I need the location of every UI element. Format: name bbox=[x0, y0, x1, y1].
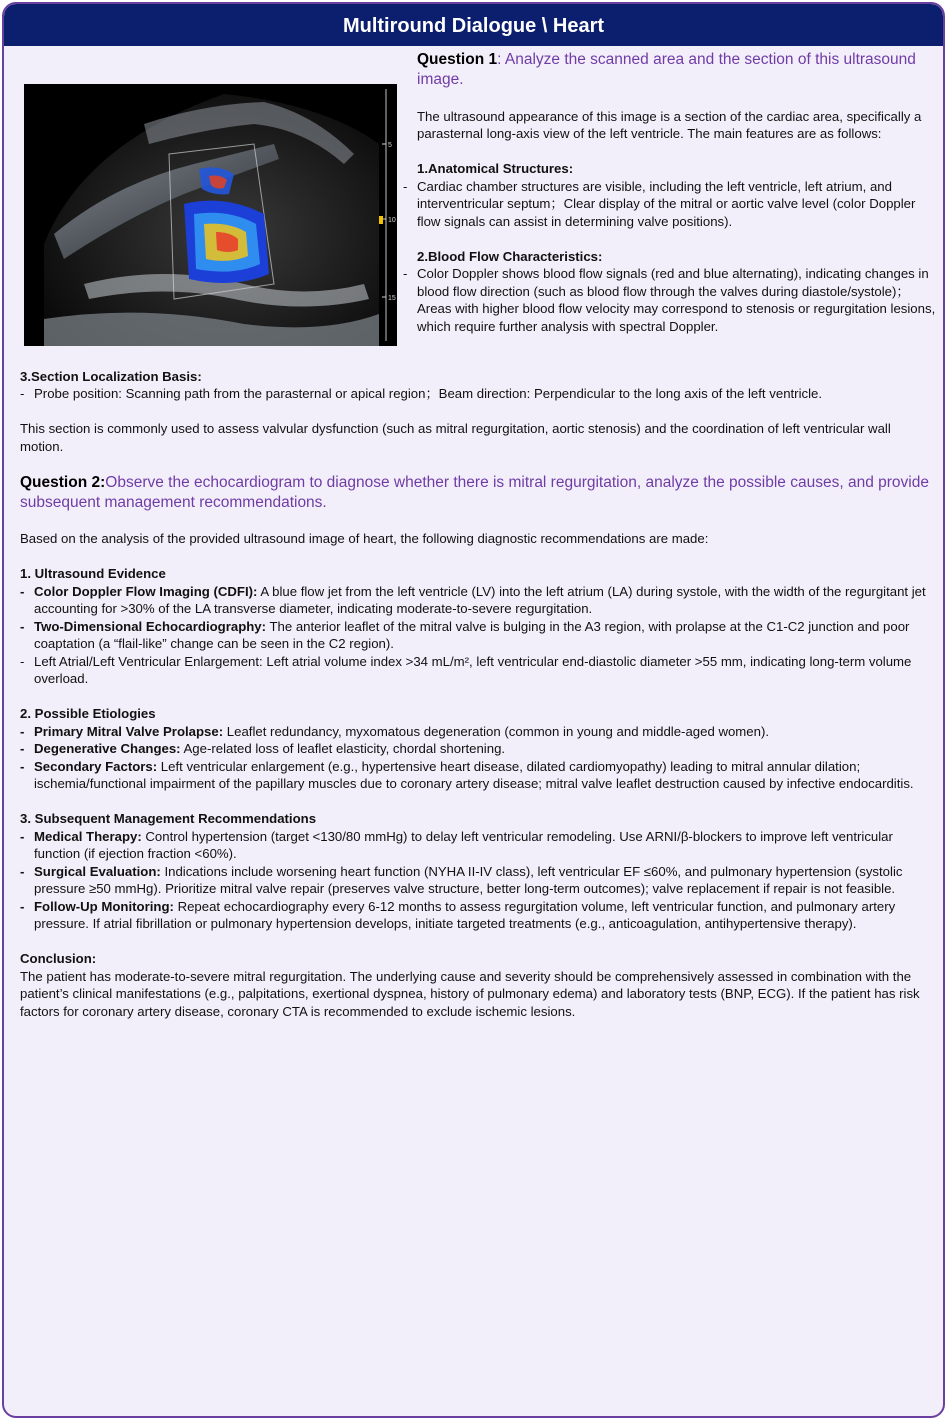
conclusion-title: Conclusion: bbox=[20, 951, 97, 966]
page-title: Multiround Dialogue \ Heart bbox=[4, 4, 943, 46]
evidence-item-1: - Color Doppler Flow Imaging (CDFI): A blue flow jet from the left ventricle (LV) into the left atrium (LA) during systole, with the width of the regurgitant jet accounting for >30% of the LA transverse diameter, indicating moderate-to-severe regurgitation. bbox=[20, 583, 926, 616]
management-item-2: - Surgical Evaluation: Indications include worsening heart function (NYHA II-IV class), left ventricular EF ≤60%, and pulmonary hypertension (systolic pressure ≥50 mmHg). Prioritize mitral valve repair (preserves valve structure, better long-term outcomes); valve replacement if repair is not feasible. bbox=[20, 863, 903, 896]
question-2-label: Question 2: bbox=[20, 473, 106, 491]
evidence-item-3-text: Left Atrial/Left Ventricular Enlargement: Left atrial volume index >34 mL/m², left ventricular end-diastolic diameter >55 mm, indicating long-term volume overload. bbox=[34, 653, 912, 686]
depth-mark-5: 5 bbox=[388, 142, 392, 149]
card-frame bbox=[2, 2, 945, 1418]
etiology-item-2: - Degenerative Changes: Age-related loss of leaflet elasticity, chordal shortening. bbox=[20, 741, 506, 756]
evidence-item-2-text: The anterior leaflet of the mitral valve is bulging in the A3 region, with prolapse at the C1-C2 junction and poor coaptation (a “flail-like” change can be seen in the C2 region). bbox=[34, 618, 910, 651]
q1-section-2-item: - Color Doppler shows blood flow signals (red and blue alternating), indicating changes in blood flow direction (such as blood flow through the valves during diastole/systole)；Areas with higher blood flow velocity may correspond to stenosis or regurgitation lesions, which require further analysis with spectral Doppler. bbox=[403, 266, 936, 334]
question-2-text: Observe the echocardiogram to diagnose whether there is mitral regurgitation, analyze the possible causes, and provide subsequent management recommendations. bbox=[20, 473, 929, 511]
management-item-1: - Medical Therapy: Control hypertension (target <130/80 mmHg) to delay left ventricular remodeling. Use ARNI/β-blockers to improve left ventricular function (if ejection fraction <60%). bbox=[20, 828, 893, 861]
management-item-2-text: Indications include worsening heart function (NYHA II-IV class), left ventricular EF ≤60%, and pulmonary hypertension (systolic pressure ≥50 mmHg). Prioritize mitral valve repair (preserves valve structure, better long-term outcomes); valve replacement if repair is not feasible. bbox=[34, 863, 903, 896]
management-item-2-label: Surgical Evaluation: bbox=[34, 863, 161, 879]
management-title: 3. Subsequent Management Recommendations bbox=[20, 811, 317, 826]
depth-mark-10: 10 bbox=[388, 217, 396, 224]
etiologies-title: 2. Possible Etiologies bbox=[20, 706, 156, 721]
management-item-3-label: Follow-Up Monitoring: bbox=[34, 898, 174, 914]
q1-intro: The ultrasound appearance of this image is a section of the cardiac area, specifically a parasternal long-axis view of the left ventricle. The main features are as follows: bbox=[417, 108, 922, 141]
etiology-item-1: - Primary Mitral Valve Prolapse: Leaflet redundancy, myxomatous degeneration (common in young and middle-aged women). bbox=[20, 723, 770, 739]
etiology-item-3-text: Left ventricular enlargement (e.g., hypertensive heart disease, dilated cardiomyopathy) leading to mitral annular dilation; ischemia/functional impairment of the papillary muscles due to coronary artery disease; mitral valve leaflet destruction caused by infective endocarditis. bbox=[34, 758, 914, 791]
q1-closing: This section is commonly used to assess valvular dysfunction (such as mitral regurgitation, aortic stenosis) and the coordination of left ventricular wall motion. bbox=[20, 421, 891, 454]
management-item-3: - Follow-Up Monitoring: Repeat echocardiography every 6-12 months to assess regurgitation volume, left ventricular function, and pulmonary artery pressure. If atrial fibrillation or pulmonary hypertension develops, initiate targeted treatments (e.g., anticoagulation, antihypertensive therapy). bbox=[20, 898, 896, 931]
q1-section-2-text: Color Doppler shows blood flow signals (red and blue alternating), indicating changes in blood flow direction (such as blood flow through the valves during diastole/systole)；Areas with higher blood flow velocity may correspond to stenosis or regurgitation lesions, which require further analysis with spectral Doppler. bbox=[417, 266, 936, 334]
depth-mark-15: 15 bbox=[388, 295, 396, 302]
conclusion-text: The patient has moderate-to-severe mitral regurgitation. The underlying cause and severity should be comprehensively assessed in combination with the patient’s clinical manifestations (e.g., palpitations, exertional dyspnea, history of pulmonary edema) and laboratory tests (BNP, ECG). If the patient has risk factors for coronary artery disease, coronary CTA is recommended to exclude ischemic lesions. bbox=[20, 968, 920, 1019]
management-item-1-label: Medical Therapy: bbox=[34, 828, 142, 844]
etiology-item-2-text: Age-related loss of leaflet elasticity, chordal shortening. bbox=[180, 741, 506, 756]
q1-section-2-title: 2.Blood Flow Characteristics: bbox=[417, 248, 603, 264]
etiology-item-3-label: Secondary Factors: bbox=[34, 758, 158, 774]
etiology-item-3: - Secondary Factors: Left ventricular enlargement (e.g., hypertensive heart disease, dilated cardiomyopathy) leading to mitral annular dilation; ischemia/functional impairment of the papillary muscles due to coronary artery disease; mitral valve leaflet destruction caused by infective endocarditis. bbox=[20, 758, 914, 791]
question-1-text: Analyze the scanned area and the section of this ultrasound image. bbox=[417, 51, 916, 88]
content bbox=[4, 46, 943, 1020]
q1-section-1-item: - Cardiac chamber structures are visible, including the left ventricle, left atrium, and interventricular septum；Clear display of the mitral or aortic valve level (color Doppler flow signals can assist in determining valve positions). bbox=[403, 178, 916, 229]
question-1-sep: : bbox=[497, 51, 505, 68]
q1-section-1-text: Cardiac chamber structures are visible, including the left ventricle, left atrium, and interventricular septum；Clear display of the mitral or aortic valve level (color Doppler flow signals can assist in determining valve positions). bbox=[417, 178, 916, 229]
q1-section-1-title: 1.Anatomical Structures: bbox=[417, 161, 574, 176]
ultrasound-image bbox=[24, 84, 397, 346]
question-2 bbox=[20, 473, 937, 513]
evidence-item-3: - Left Atrial/Left Ventricular Enlargement: Left atrial volume index >34 mL/m², left ventricular end-diastolic diameter >55 mm, indicating long-term volume overload. bbox=[20, 653, 912, 686]
management-item-1-text: Control hypertension (target <130/80 mmHg) to delay left ventricular remodeling. Use ARNI/β-blockers to improve left ventricular function (if ejection fraction <60%). bbox=[34, 828, 893, 861]
evidence-title: 1. Ultrasound Evidence bbox=[20, 566, 166, 581]
management-item-3-text: Repeat echocardiography every 6-12 months to assess regurgitation volume, left ventricular function, and pulmonary artery pressure. If atrial fibrillation or pulmonary hypertension develops, initiate targeted treatments (e.g., anticoagulation, antihypertensive therapy). bbox=[34, 898, 896, 931]
etiology-item-1-label: Primary Mitral Valve Prolapse: bbox=[34, 723, 224, 739]
q2-intro: Based on the analysis of the provided ultrasound image of heart, the following diagnostic recommendations are made: bbox=[20, 531, 709, 546]
q1-section-3-text: Probe position: Scanning path from the parasternal or apical region；Beam direction: Perpendicular to the long axis of the left ventricle. bbox=[34, 386, 823, 401]
evidence-item-2: - Two-Dimensional Echocardiography: The anterior leaflet of the mitral valve is bulging in the A3 region, with prolapse at the C1-C2 junction and poor coaptation (a “flail-like” change can be seen in the C2 region). bbox=[20, 618, 910, 651]
q1-section-3-title: 3.Section Localization Basis: bbox=[20, 368, 202, 384]
evidence-item-1-label: Color Doppler Flow Imaging (CDFI): bbox=[34, 583, 258, 599]
etiology-item-2-label: Degenerative Changes: bbox=[34, 741, 181, 756]
question-1-label: Question 1 bbox=[417, 51, 498, 68]
q1-section-3-item: - Probe position: Scanning path from the parasternal or apical region；Beam direction: Perpendicular to the long axis of the left ventricle. bbox=[20, 386, 823, 401]
etiology-item-1-text: Leaflet redundancy, myxomatous degeneration (common in young and middle-aged women). bbox=[223, 723, 770, 739]
evidence-item-2-label: Two-Dimensional Echocardiography: bbox=[34, 618, 267, 634]
evidence-item-1-text: A blue flow jet from the left ventricle (LV) into the left atrium (LA) during systole, with the width of the regurgitant jet accounting for >30% of the LA transverse diameter, indicating moderate-to-severe regurgitation. bbox=[34, 583, 926, 616]
